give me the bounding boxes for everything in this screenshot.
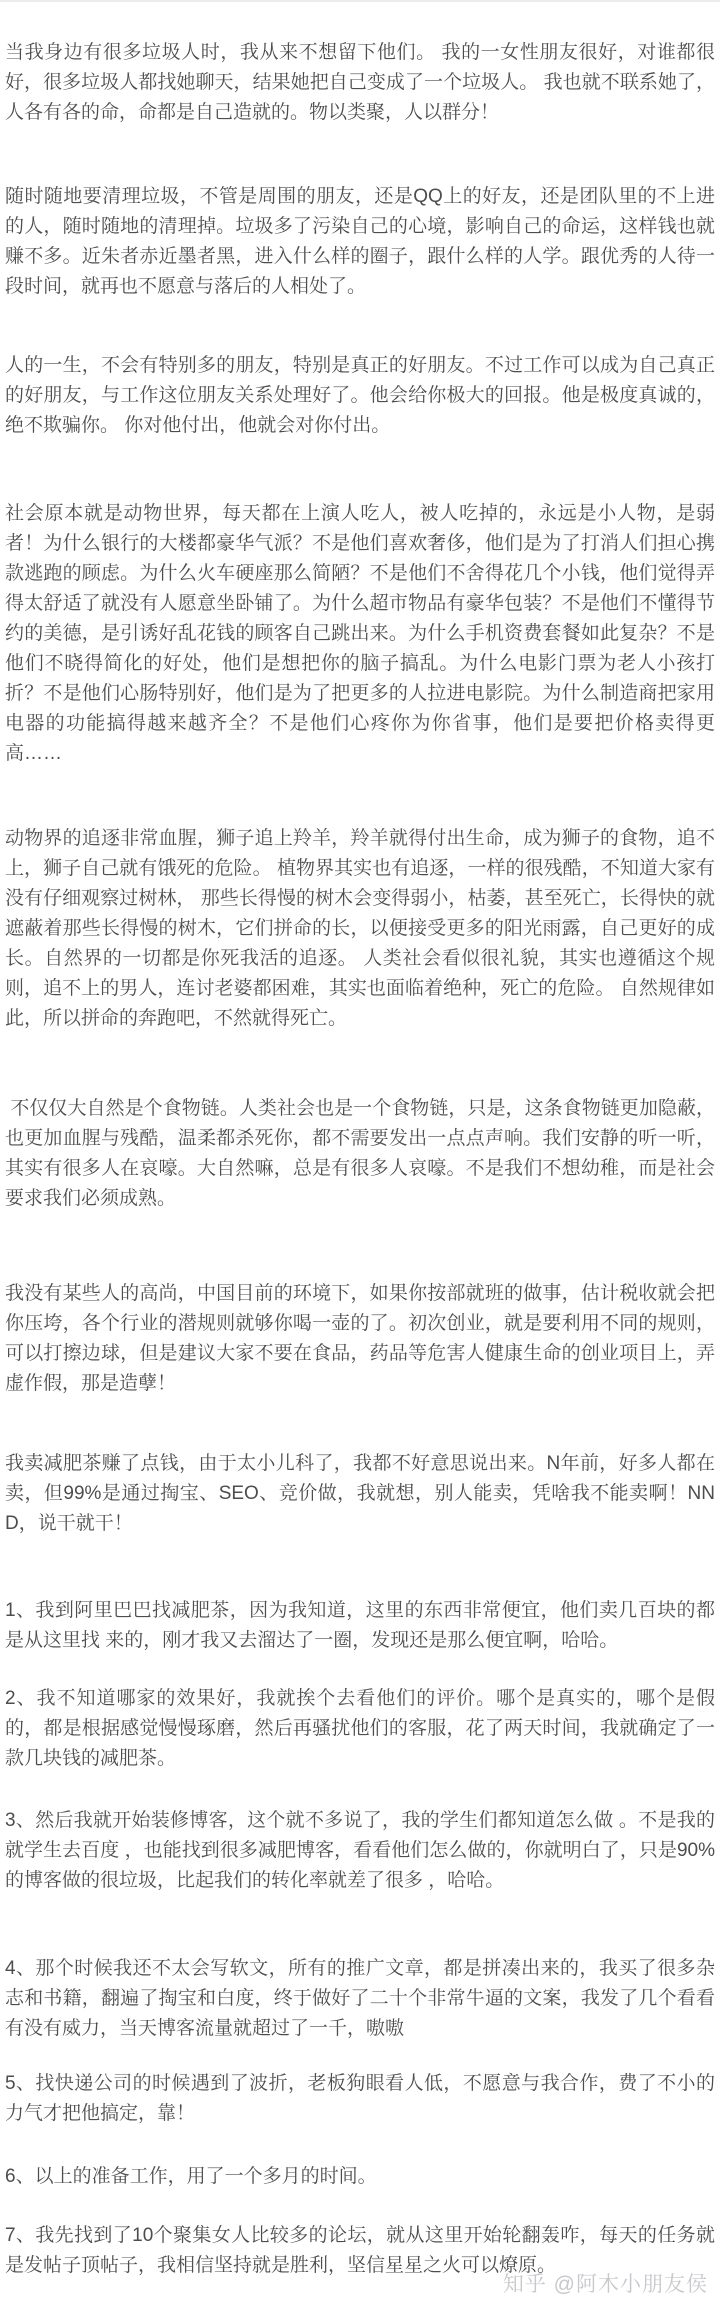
step-4-copywriting: 4、那个时候我还不太会写软文，所有的推广文章，都是拼凑出来的，我买了很多杂志和书籍，翻遍了掏宝和白度，终于做好了二十个非常牛逼的文案，我发了几个看看有没有威力，当天博客流量就超过了一千，嗷嗷	[5, 1958, 715, 2039]
zhihu-watermark: 知乎 @阿木小朋友侯	[502, 2273, 708, 2296]
paragraph-animal-world: 社会原本就是动物世界，每天都在上演人吃人，被人吃掉的，永远是小人物，是弱者！为什么银行的大楼都豪华气派？不是他们喜欢奢侈，他们是为了打消人们担心携款逃跑的顾虑。为什么火车硬座那么简陋？不是他们不舍得花几个小钱，他们觉得弄得太舒适了就没有人愿意坐卧铺了。为什么超市物品有豪华包装？不是他们不懂得节约的美德，是引诱好乱花钱的顾客自己跳出来。为什么手机资费套餐如此复杂？不是他们不晓得简化的好处，他们是想把你的脑子搞乱。为什么电影门票为老人小孩打折？不是他们心肠特别好，他们是为了把更多的人拉进电影院。为什么制造商把家用电器的功能搞得越来越齐全？不是他们心疼你为你省事，他们是要把价格卖得更高……	[5, 503, 715, 764]
paragraph-work-friend: 人的一生，不会有特别多的朋友，特别是真正的好朋友。不过工作可以成为自己真正的好朋友，与工作这位朋友关系处理好了。他会给你极大的回报。他是极度真诚的，绝不欺骗你。 你对他付出，他就会对你付出。	[5, 355, 715, 436]
step-6-preparation: 6、以上的准备工作，用了一个多月的时间。	[5, 2166, 377, 2187]
step-3-blog: 3、然后我就开始装修博客，这个就不多说了，我的学生们都知道怎么做 。不是我的就学生去百度 ，也能找到很多减肥博客，看看他们怎么做的，你就明白了，只是90%的博客做的很垃圾，比起我们的转化率就差了很多 ，哈哈。	[5, 1810, 715, 1891]
step-5-courier: 5、找快递公司的时候遇到了波折，老板狗眼看人低，不愿意与我合作，费了不小的力气才把他搞定，靠！	[5, 2073, 715, 2124]
paragraph-rules-business: 我没有某些人的高尚，中国目前的环境下，如果你按部就班的做事，估计税收就会把你压垮，各个行业的潜规则就够你喝一壶的了。初次创业，就是要利用不同的规则，可以打擦边球，但是建议大家不要在食品，药品等危害人健康生命的创业项目上，弄虚作假，那是造孽！	[5, 1283, 715, 1394]
step-2-reviews: 2、我不知道哪家的效果好，我就挨个去看他们的评价。哪个是真实的，哪个是假的，都是根据感觉慢慢琢磨，然后再骚扰他们的客服，花了两天时间，我就确定了一款几块钱的减肥茶。	[5, 1688, 715, 1769]
paragraph-garbage-people: 当我身边有很多垃圾人时，我从来不想留下他们。 我的一女性朋友很好，对谁都很好，很多垃圾人都找她聊天，结果她把自己变成了一个垃圾人。 我也就不联系她了，人各有各的命，命都是自己造就的。物以类聚，人以群分！	[5, 42, 715, 123]
step-1-alibaba: 1、我到阿里巴巴找减肥茶，因为我知道，这里的东西非常便宜，他们卖几百块的都是从这里找 来的，刚才我又去溜达了一圈，发现还是那么便宜啊，哈哈。	[5, 1600, 715, 1651]
article-body	[0, 2, 720, 2281]
paragraph-food-chain: 不仅仅大自然是个食物链。人类社会也是一个食物链，只是，这条食物链更加隐蔽，也更加血腥与残酷，温柔都杀死你，都不需要发出一点点声响。我们安静的听一听，其实有很多人在哀嚎。大自然嘛，总是有很多人哀嚎。不是我们不想幼稚，而是社会要求我们必须成熟。	[5, 1098, 715, 1209]
paragraph-diet-tea: 我卖减肥茶赚了点钱，由于太小儿科了，我都不好意思说出来。N年前，好多人都在卖，但99%是通过掏宝、SEO、竞价做，我就想，别人能卖，凭啥我不能卖啊！NND，说干就干！	[5, 1453, 715, 1534]
paragraph-clean-up: 随时随地要清理垃圾，不管是周围的朋友，还是QQ上的好友，还是团队里的不上进的人，随时随地的清理掉。垃圾多了污染自己的心境，影响自己的命运，这样钱也就赚不多。近朱者赤近墨者黑，进入什么样的圈子，跟什么样的人学。跟优秀的人待一段时间，就再也不愿意与落后的人相处了。	[5, 186, 715, 297]
step-7-forums: 7、我先找到了10个聚集女人比较多的论坛，就从这里开始轮翻轰咋，每天的任务就是发帖子顶帖子，我相信坚持就是胜利，坚信星星之火可以燎原。	[5, 2225, 715, 2276]
paragraph-nature-chase: 动物界的追逐非常血腥，狮子追上羚羊，羚羊就得付出生命，成为狮子的食物，追不上，狮子自己就有饿死的危险。 植物界其实也有追逐，一样的很残酷，不知道大家有没有仔细观察过树林， 那些长得慢的树木会变得弱小，枯萎，甚至死亡，长得快的就遮蔽着那些长得慢的树木，它们拼命的长，以便接受更多的阳光雨露，自己更好的成长。自然界的一切都是你死我活的追逐。 人类社会看似很礼貌，其实也遵循这个规则，追不上的男人，连讨老婆都困难，其实也面临着绝种，死亡的危险。 自然规律如此，所以拼命的奔跑吧，不然就得死亡。	[5, 828, 715, 1029]
